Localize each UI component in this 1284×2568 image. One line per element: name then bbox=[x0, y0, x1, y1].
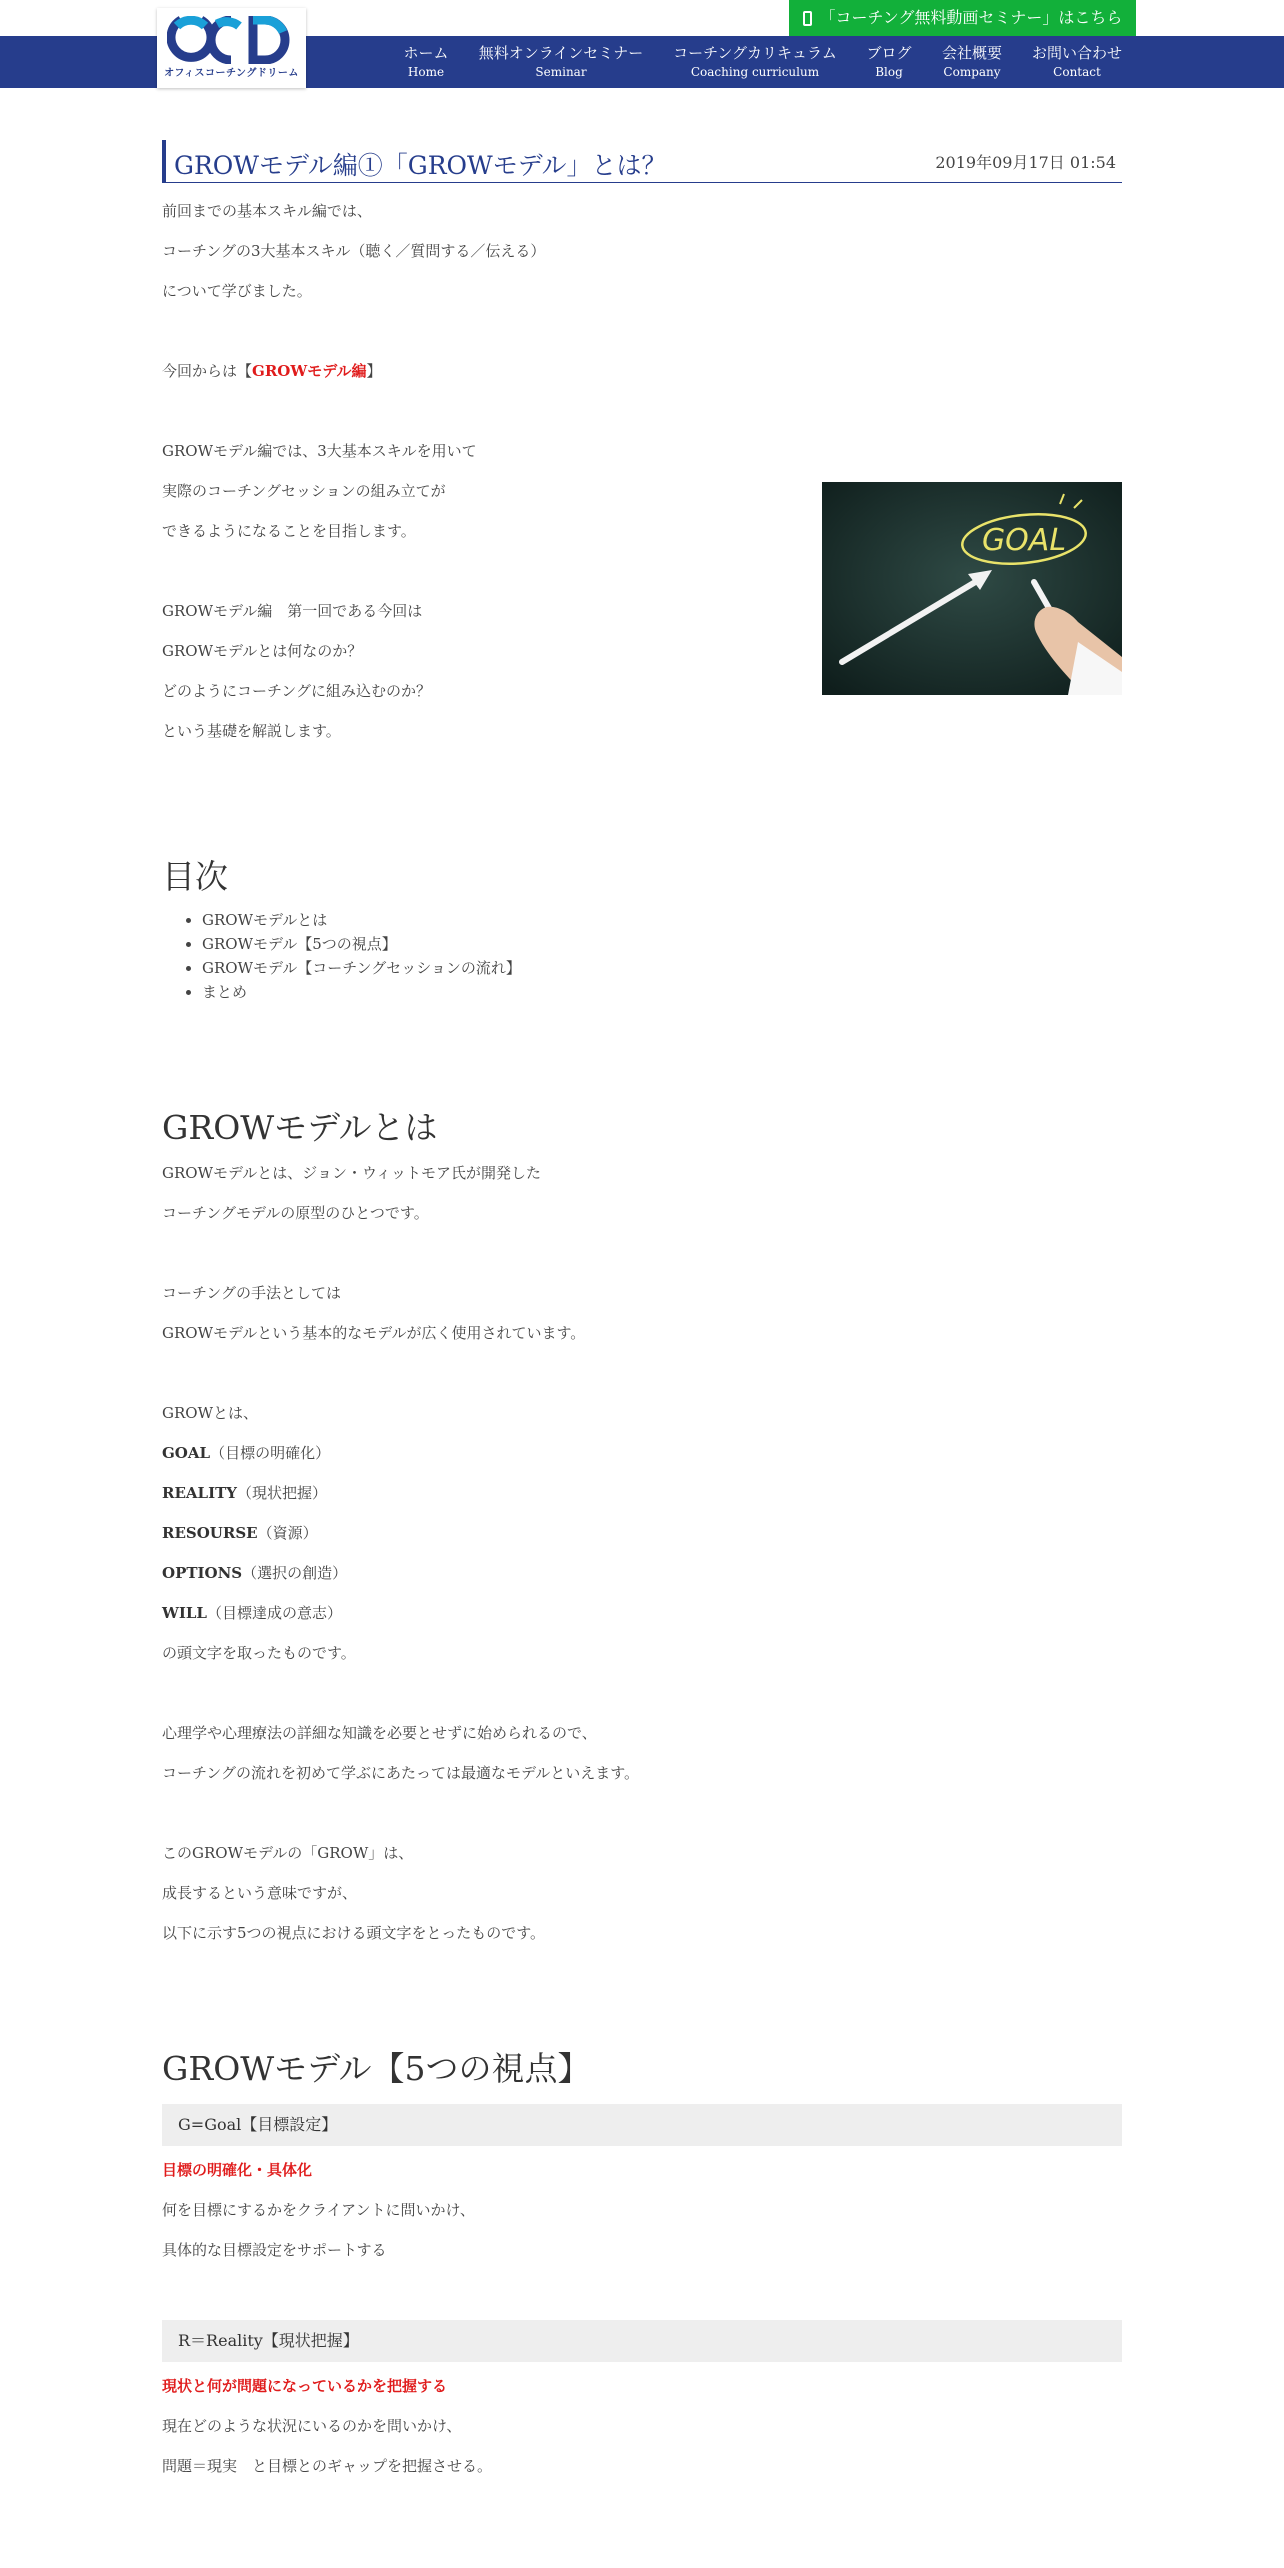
nav-label-en: Company bbox=[943, 65, 1001, 79]
grow-term bbox=[162, 1513, 1122, 1553]
section-heading: GROWモデルとは bbox=[162, 1108, 438, 1147]
nav-label-en: Seminar bbox=[535, 65, 587, 79]
nav-label-jp: 会社概要 bbox=[941, 44, 1002, 62]
toc-item bbox=[202, 980, 1122, 1004]
grow-term-key: RESOURSE bbox=[162, 1524, 258, 1542]
grow-term-desc: （現状把握） bbox=[236, 1484, 327, 1502]
paragraph-line: 具体的な目標設定をサポートする bbox=[162, 2241, 387, 2259]
paragraph-line: 成長するという意味ですが、 bbox=[162, 1884, 358, 1902]
nav-item-company[interactable] bbox=[940, 42, 1004, 80]
nav-label-en: Blog bbox=[875, 65, 903, 79]
nav-label-en: Coaching curriculum bbox=[690, 65, 820, 79]
nav-item-seminar[interactable] bbox=[477, 42, 645, 80]
paragraph-line: について学びました。 bbox=[162, 282, 312, 300]
nav-item-contact[interactable] bbox=[1030, 42, 1124, 80]
nav-label-jp: コーチングカリキュラム bbox=[673, 44, 837, 62]
toc-item bbox=[202, 932, 1122, 956]
paragraph-line: GROWモデルという基本的なモデルが広く使用されています。 bbox=[162, 1324, 586, 1342]
nav-label-jp: お問い合わせ bbox=[1031, 44, 1122, 62]
post-title-row bbox=[162, 140, 1122, 183]
goal-subheading: G=Goal【目標設定】 bbox=[162, 2104, 1122, 2146]
smartphone-icon bbox=[803, 11, 812, 26]
paragraph-line: 何を目標にするかをクライアントに問いかけ、 bbox=[162, 2201, 475, 2219]
paragraph-line: GROWモデルとは何なのか？ bbox=[162, 642, 363, 660]
series-name-highlight: GROWモデル編 bbox=[252, 362, 367, 380]
toc-link[interactable]: まとめ bbox=[202, 983, 248, 1001]
paragraph-line: できるようになることを目指します。 bbox=[162, 522, 416, 540]
grow-term-desc: （資源） bbox=[257, 1524, 318, 1542]
toc-item bbox=[202, 908, 1122, 932]
nav-label-en: Home bbox=[407, 65, 445, 79]
grow-term-key: REALITY bbox=[162, 1484, 237, 1502]
nav-item-curriculum[interactable] bbox=[672, 42, 838, 80]
paragraph-line: の頭文字を取ったものです。 bbox=[162, 1644, 356, 1662]
post-title: GROWモデル編①「GROWモデル」とは？ bbox=[174, 151, 667, 180]
grow-term bbox=[162, 1553, 1122, 1593]
paragraph-line: コーチングの流れを初めて学ぶにあたっては最適なモデルといえます。 bbox=[162, 1764, 640, 1782]
paragraph-line: コーチングの3大基本スキル（聴く／質問する／伝える） bbox=[162, 242, 546, 260]
paragraph-line: GROWとは、 bbox=[162, 1404, 258, 1422]
section-heading: GROWモデル【5つの視点】 bbox=[162, 2049, 591, 2088]
grow-term bbox=[162, 1433, 1122, 1473]
grow-term bbox=[162, 1593, 1122, 1633]
goal-highlight: 目標の明確化・具体化 bbox=[162, 2161, 313, 2179]
grow-term bbox=[162, 1473, 1122, 1513]
paragraph-line: 心理学や心理療法の詳細な知識を必要とせずに始められるので、 bbox=[162, 1724, 597, 1742]
nav-label-jp: ホーム bbox=[403, 44, 449, 62]
logo-text: オフィスコーチングドリーム bbox=[164, 68, 299, 79]
paragraph-line: 現在どのような状況にいるのかを問いかけ、 bbox=[162, 2417, 462, 2435]
paragraph-line: 以下に示す5つの視点における頭文字をとったものです。 bbox=[162, 1924, 546, 1942]
paragraph-line: 前回までの基本スキル編では、 bbox=[162, 202, 372, 220]
main-nav bbox=[0, 42, 1284, 88]
paragraph-line: コーチングの手法としては bbox=[162, 1284, 341, 1302]
nav-item-blog[interactable] bbox=[866, 42, 912, 80]
text-span: 】 bbox=[366, 362, 382, 380]
reality-subheading: R＝Reality【現状把握】 bbox=[162, 2320, 1122, 2362]
paragraph-line: このGROWモデルの「GROW」は、 bbox=[162, 1844, 414, 1862]
goal-text: GOAL bbox=[981, 523, 1067, 558]
series-announcement bbox=[162, 351, 1122, 391]
paragraph-line: コーチングモデルの原型のひとつです。 bbox=[162, 1204, 429, 1222]
grow-term-key: GOAL bbox=[162, 1444, 211, 1462]
text-span: 今回からは【 bbox=[162, 362, 253, 380]
toc-link[interactable]: GROWモデル【コーチングセッションの流れ】 bbox=[202, 959, 521, 977]
nav-item-home[interactable] bbox=[403, 42, 449, 80]
toc-link[interactable]: GROWモデルとは bbox=[202, 911, 328, 929]
blog-post bbox=[162, 140, 1122, 2486]
toc-item bbox=[202, 956, 1122, 980]
paragraph-line: 実際のコーチングセッションの組み立てが bbox=[162, 482, 446, 500]
post-date: 2019年09月17日 01:54 bbox=[935, 153, 1116, 172]
grow-term-desc: （選択の創造） bbox=[242, 1564, 348, 1582]
reality-highlight: 現状と何が問題になっているかを把握する bbox=[162, 2377, 448, 2395]
paragraph-line: どのようにコーチングに組み込むのか？ bbox=[162, 682, 431, 700]
paragraph-line: 問題＝現実 と目標とのギャップを把握させる。 bbox=[162, 2457, 493, 2475]
nav-label-jp: ブログ bbox=[866, 44, 912, 62]
paragraph-line: という基礎を解説します。 bbox=[162, 722, 341, 740]
toc-heading: 目次 bbox=[162, 857, 228, 896]
grow-term-desc: （目標の明確化） bbox=[210, 1444, 331, 1462]
seminar-cta-button[interactable] bbox=[789, 0, 1136, 36]
nav-label-en: Contact bbox=[1053, 65, 1101, 79]
table-of-contents bbox=[162, 908, 1122, 1004]
grow-term-desc: （目標達成の意志） bbox=[206, 1604, 342, 1622]
paragraph-line: GROWモデル編 第一回である今回は bbox=[162, 602, 423, 620]
paragraph-line: GROWモデル編では、3大基本スキルを用いて bbox=[162, 442, 477, 460]
grow-term-key: OPTIONS bbox=[162, 1564, 243, 1582]
toc-link[interactable]: GROWモデル【5つの視点】 bbox=[202, 935, 397, 953]
paragraph-line: GROWモデルとは、ジョン・ウィットモア氏が開発した bbox=[162, 1164, 542, 1182]
seminar-cta-label: 「コーチング無料動画セミナー」はこちら bbox=[819, 8, 1123, 27]
grow-term-key: WILL bbox=[162, 1604, 207, 1622]
nav-label-jp: 無料オンラインセミナー bbox=[478, 44, 644, 62]
